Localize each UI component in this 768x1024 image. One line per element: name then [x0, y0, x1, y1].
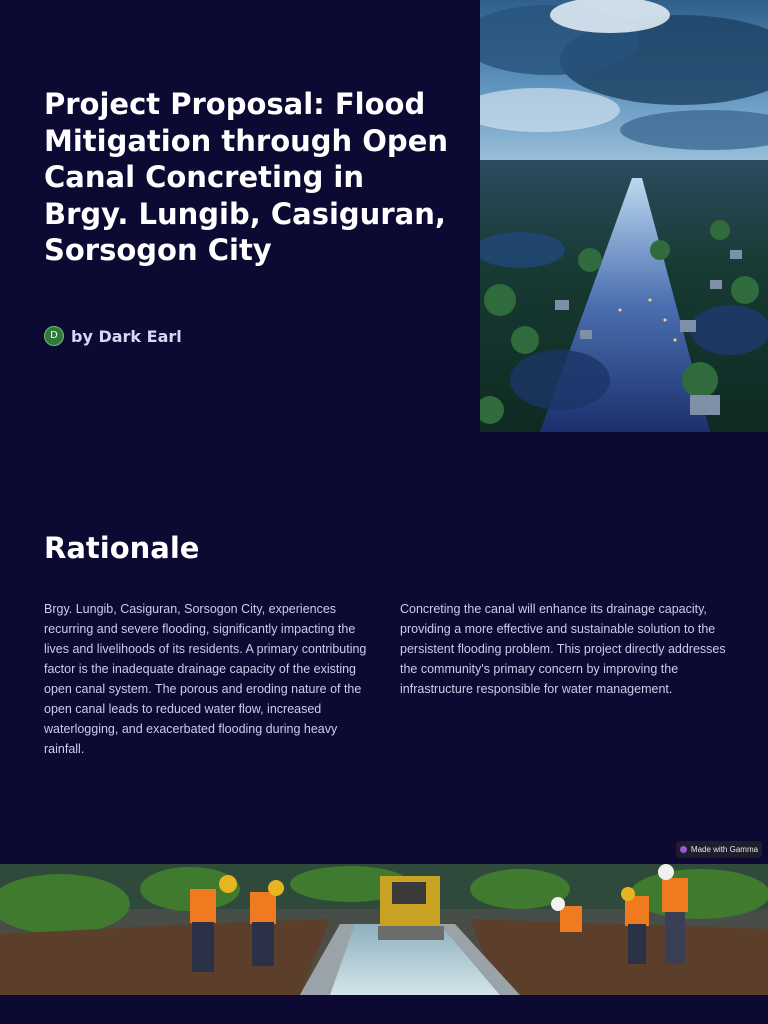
badge-label: Made with Gamma [690, 845, 759, 854]
rationale-heading: Rationale [44, 531, 200, 565]
author-name: by Dark Earl [71, 326, 182, 346]
made-with-gamma-badge[interactable] [676, 841, 762, 858]
canal-construction-image [0, 864, 768, 995]
page-title: Project Proposal: Flood Mitigation through Open Canal Concreting in Brgy. Lungib, Casiguran, Sorsogon City [44, 87, 449, 267]
rationale-right-paragraph: Concreting the canal will enhance its drainage capacity, providing a more effective and sustainable solution to the persistent flooding problem. This project directly addresses the community's primary concern by improving the infrastructure responsible for water management. [400, 602, 726, 696]
avatar: D [44, 326, 64, 346]
author-byline [44, 326, 182, 346]
gamma-logo-icon [680, 846, 687, 853]
flooded-town-aerial-image [480, 0, 768, 432]
rationale-left-paragraph: Brgy. Lungib, Casiguran, Sorsogon City, experiences recurring and severe flooding, significantly impacting the lives and livelihoods of its residents. A primary contributing factor is the inadequate drainage capacity of the existing open canal system. The porous and eroding nature of the open canal leads to reduced water flow, increased waterlogging, and exacerbated flooding during heavy rainfall. [44, 602, 367, 756]
